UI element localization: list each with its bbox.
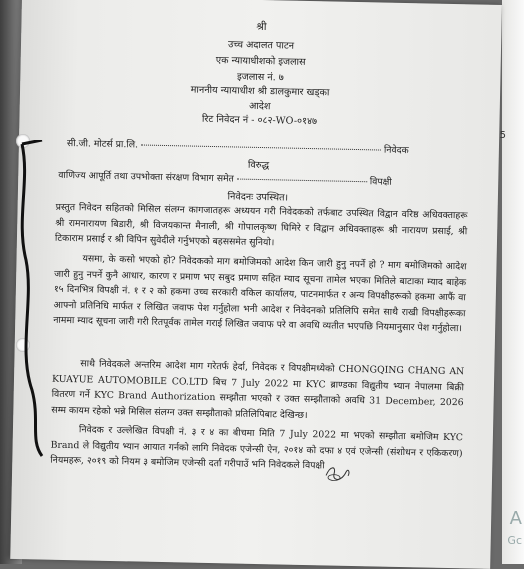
present-line: निवेदनः उपस्थित। (227, 191, 289, 204)
writ-number: रिट निवेदन नं - ०८२-WO-०१४७ (201, 113, 318, 128)
bench-name: एक न्यायाधीशको इजलास (215, 55, 306, 68)
dotted-fill (237, 179, 367, 183)
order-heading: आदेश (248, 100, 271, 113)
court-name: उच्च अदालत पाटन (227, 39, 295, 52)
corner-fragment-top: A (509, 508, 522, 529)
dotted-fill (141, 144, 381, 150)
judge-name: माननीय न्यायाधीश श्री डालकुमार खड्का (190, 84, 330, 99)
paragraph-4: निवेदक र उल्लेखित विपक्षी नं. ३ र ४ का बीचमा मिति 7 July 2022 मा भएको सम्झौता बमोजिम KYC Brand ले विद्युतीय भ्यान आयात गर्नको लागि निवेदक एजेन्सी ऐन, २०१४ को दफा ४ एवं एजेन्सी (संशोधन र एकिकरण) नियमहरू, २०१९ को नियम ३ बमोजिम एजेन्सी दर्ता गरीपाउँ भनि निवेदकले विपक्षी (50, 424, 463, 472)
petitioner-name: सी.जी. मोटर्स प्रा.लि. (66, 137, 139, 151)
petitioner-role: निवेदक (383, 144, 409, 157)
paragraph-2: यसमा, के कसो भएको हो? निवेदकको माग बमोजिमको आदेश किन जारी हुनु नपर्ने हो ? माग बमोजिमको आदेश जारी हुनु नपर्ने कुनै आधार, कारण र प्रमाण भए सबुद प्रमाण सहित म्याद सूचना तामेल भएका मितिले बाटाका म्याद बाहेक १५ दिनभित्र विपक्षी नं. १ र २ को हकमा उच्च सरकारी वकिल कार्यालय, पाटनमार्फत र अन्य विपक्षीहरूको हकमा आफैं वा आफ्नो प्रतिनिधि मार्फत र लिखित जवाफ पेश गर्नुहोला भनी आदेश र निवेदनको प्रतिलिपि समेत साथै राखी विपक्षीहरूका नाममा म्याद सूचना जारी गरी रितपूर्वक तामेल गराई लिखित जवाफ परे वा अवधि व्यतीत भएपछि नियमानुसार पेश गर्नुहोला। (53, 253, 467, 335)
binding-cord (12, 140, 52, 460)
scan-right-edge (499, 0, 524, 564)
paragraph-3: साथै निवेदकले अन्तरिम आदेश माग गरेतर्फ हेर्दा, निवेदक र विपक्षीमध्येको CHONGQING CHANG AN KUAYUE AUTOMOBILE CO.LTD बिच 7 July 2022 मा KYC ब्राण्डका विद्युतीय भ्यान नेपालमा बिक्री वितरण गर्ने KYC Brand Authorization सम्झौता भएको र उक्त सम्झौताको अवधि 31 December, 2026 सम्म कायम रहेको भन्ने मिसिल संलग्न उक्त सम्झौताको प्रतिलिपिबाट देखिन्छ। (51, 358, 465, 421)
ijlas-number: इजलास नं. ७ (236, 71, 284, 84)
respondent-role: विपक्षी (369, 176, 392, 188)
corner-fragment-bottom: Gc (507, 534, 522, 547)
respondent-name: वाणिज्य आपूर्ति तथा उपभोक्ता संरक्षण विभाग समेत (58, 169, 235, 185)
shree-heading: श्री (256, 20, 267, 34)
versus-label: विरुद्ध (247, 159, 270, 172)
paragraph-1: प्रस्तुत निवेदन सहितको मिसिल संलग्न कागजातहरू अध्ययन गरी निवेदकको तर्फबाट उपस्थित विद्वान वरिष्ठ अधिवक्ताहरू श्री रामनारायण बिडारी, श्री विजयकान्त मैनाली, श्री गोपालकृष्ण घिमिरे र विद्वान अधिवक्ताहरू श्री नारायण प्रसाई, श्री टिकाराम प्रसाई र श्री विपिन सुवेदीले गर्नुभएको बहससमेत सुनियो। (54, 201, 468, 249)
document-page (10, 0, 502, 569)
page-marker: 5 (499, 130, 506, 141)
signature-mark (322, 461, 354, 486)
